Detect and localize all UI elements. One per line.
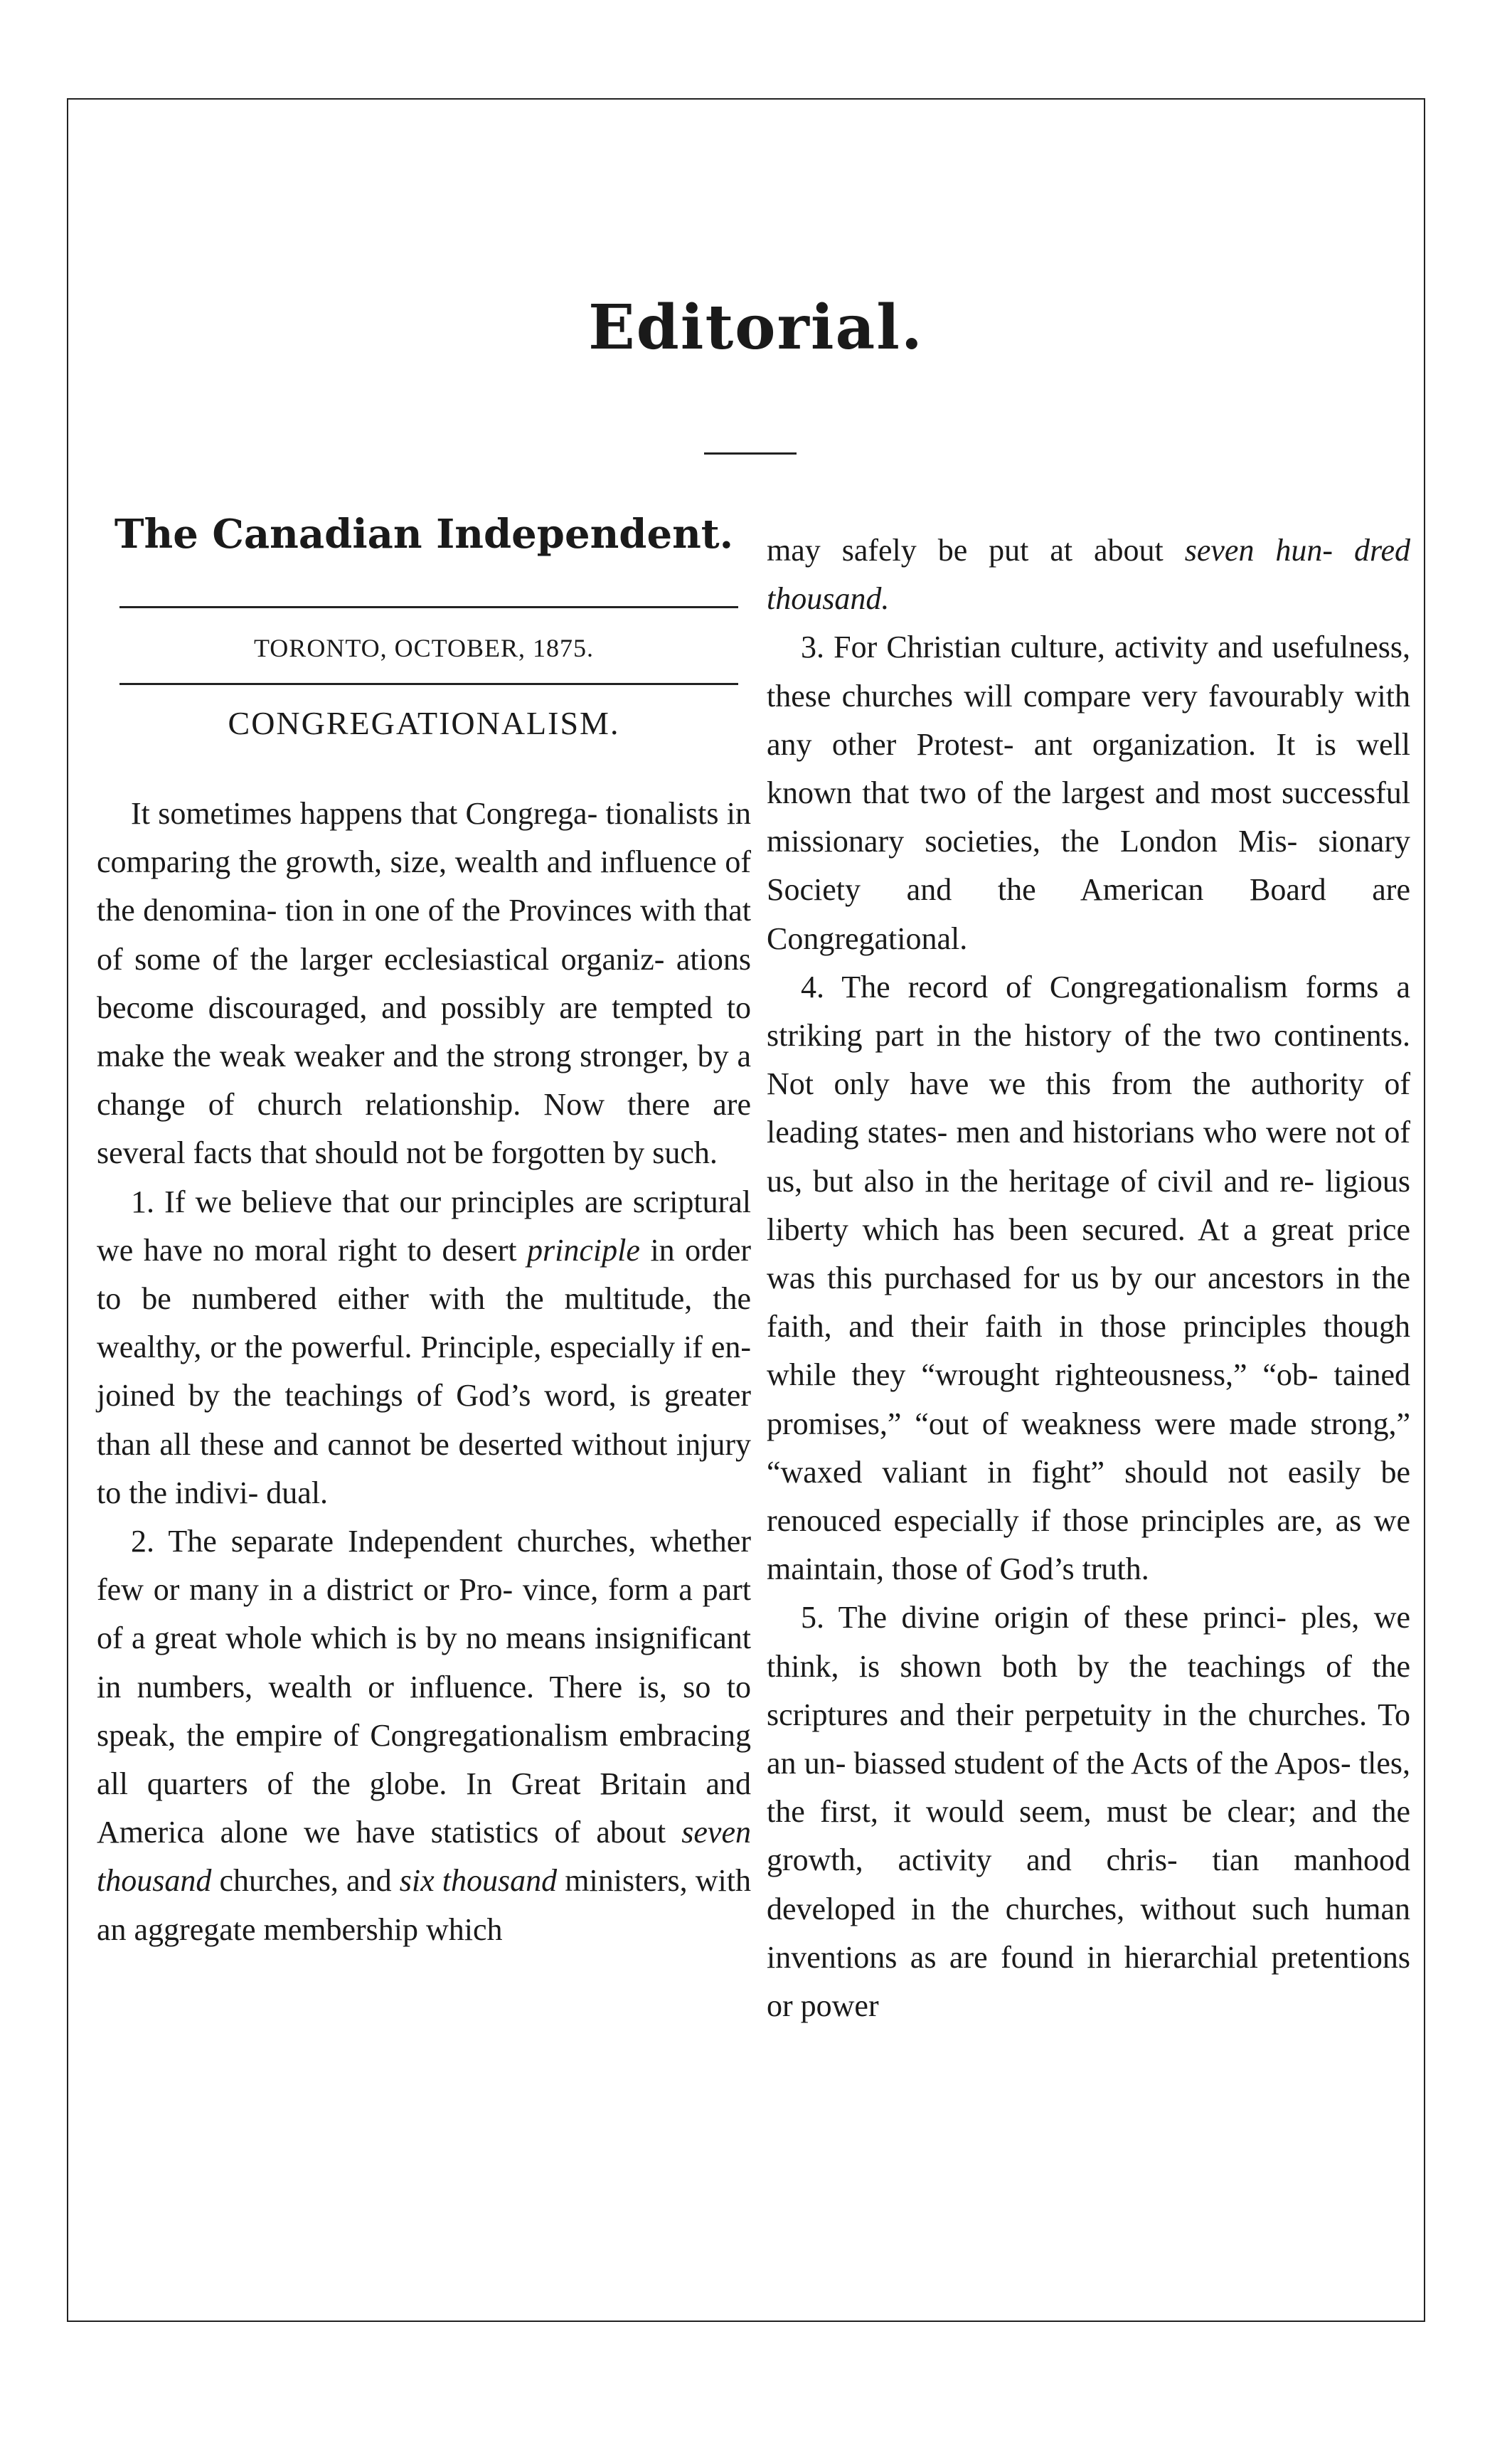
emphasis-text: principle (527, 1232, 640, 1268)
left-column (97, 790, 751, 1954)
right-column (767, 526, 1410, 2030)
masthead-rule-bottom (119, 683, 738, 685)
masthead-rule-top (119, 606, 738, 608)
masthead-title: The Canadian Independent. (114, 511, 734, 558)
text-run: may safely be put at about (767, 533, 1164, 568)
text-run: churches, and (219, 1863, 392, 1899)
emphasis-text: seven hun- dred thousand. (767, 533, 1410, 617)
emphasis-text: seven thousand (97, 1815, 751, 1899)
paragraph-point-2 (97, 1517, 751, 1954)
paragraph-point-3: 3. For Christian culture, activity and usefulness, these churches will compare very favourably with any other Protest- ant organization. It is well known that two of the largest and most successful missionary societies, the London Mis- sionary Society and the American Board are Congregational. (767, 630, 1410, 956)
text-run: 2. The separate Independent churches, whether few or many in a district or Pro- vince, form a part of a great whole which is by no means insignificant in numbers, wealth or influence. There is, so to speak, the empire of Congregationalism embracing all quarters of the globe. In Great Britain and America alone we have statistics of about (97, 1524, 751, 1850)
text-run: 1. If we believe that our principles are scriptural we have no moral right to desert (97, 1184, 751, 1268)
paragraph-point-5: 5. The divine origin of these princi- ples, we think, is shown both by the teachings of the scriptures and their perpetuity in the churches. To an un- biassed student of the Acts of the Apos- tles, the first, it would seem, must be clear; and the growth, activity and chris- tian manhood developed in the churches, without such human inventions as are found in hierarchial pretentions or power (767, 1600, 1410, 2024)
section-title: CONGREGATIONALISM. (228, 705, 620, 741)
page-heading: Editorial. (588, 292, 924, 364)
dateline: TORONTO, OCTOBER, 1875. (253, 634, 595, 662)
paragraph-point-1 (97, 1178, 751, 1517)
emphasis-text: six thousand (399, 1863, 558, 1899)
text-run: ministers, with an aggregate membership which (97, 1863, 751, 1947)
paragraph-point-4: 4. The record of Congregationalism forms a striking part in the history of the two continents. Not only have we this from the authority of leading states- men and historians who were not of us, but also in the heritage of civil and re- ligious liberty which has been secured. At a great price was this purchased for us by our ancestors in the faith, and their faith in those principles though while they “wrought righteousness,” “ob- tained promises,” “out of weakness were made strong,” “waxed valiant in fight” should not easily be renouced especially if those principles are, as we maintain, those of God’s truth. (767, 969, 1410, 1587)
paragraph-intro: It sometimes happens that Congrega- tionalists in comparing the growth, size, wealth and influence of the denomina- tion in one of the Provinces with that of some of the larger ecclesiastical organiz- ations become discouraged, and possibly are tempted to make the weak weaker and the strong stronger, by a change of church relationship. Now there are several facts that should not be forgotten by such. (97, 796, 751, 1171)
text-run: in order to be numbered either with the multitude, the wealthy, or the powerful. Principle, especially if en- joined by the teachings of God’s word, is greater than all these and cannot be deserted without injury to the indivi- dual. (97, 1232, 752, 1510)
heading-divider (704, 452, 797, 455)
paragraph-continued (767, 526, 1410, 623)
